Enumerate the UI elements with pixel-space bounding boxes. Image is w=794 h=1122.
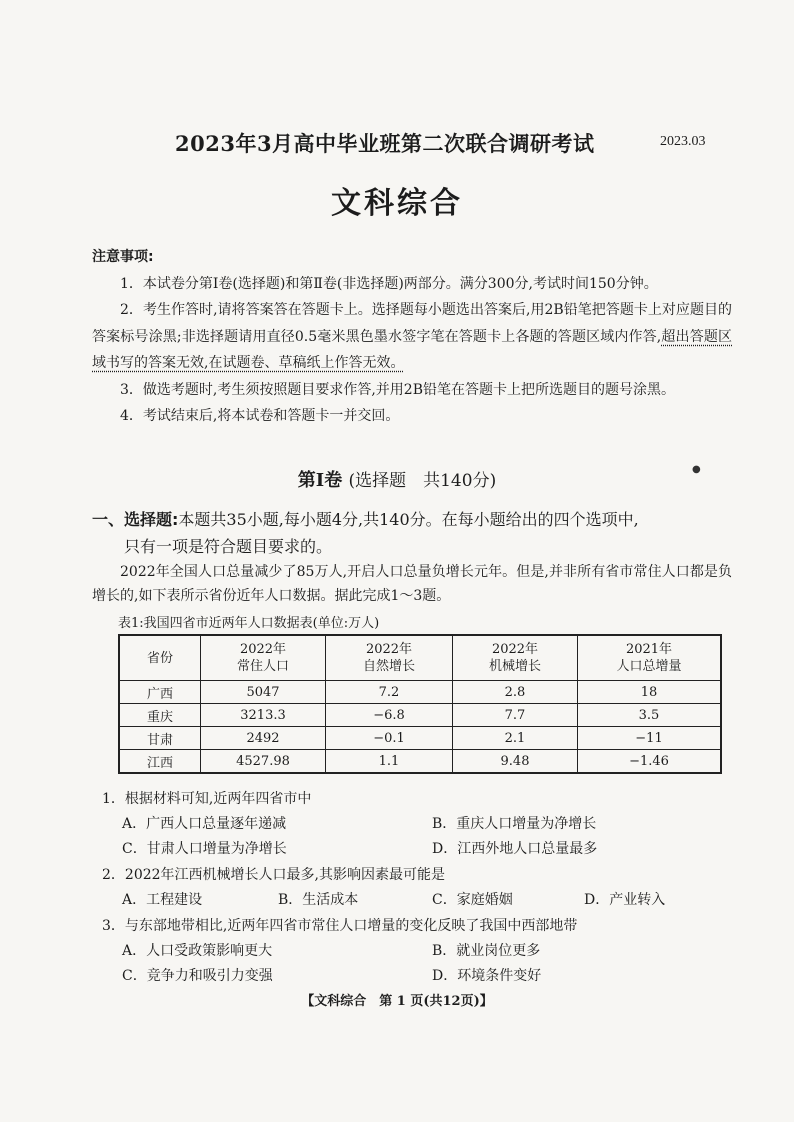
table-cell: −11 xyxy=(578,727,722,750)
table-cell: −0.1 xyxy=(326,727,453,750)
option: C．甘肃人口增量为净增长 xyxy=(122,841,287,857)
option: C．家庭婚姻 xyxy=(432,892,513,908)
instruction xyxy=(92,506,732,560)
exam-title: 2023年3月高中毕业班第二次联合调研考试 xyxy=(175,131,595,156)
option: A．人口受政策影响更大 xyxy=(122,943,273,959)
table-row xyxy=(119,750,721,774)
table-cell: 3.5 xyxy=(578,704,722,727)
table-row xyxy=(119,704,721,727)
section-subtitle: (选择题 共140分) xyxy=(348,471,497,491)
question-stem: 3．与东部地带相比,近两年四省市常住人口增量的变化反映了我国中西部地带 xyxy=(102,918,578,934)
table-cell: −1.46 xyxy=(578,750,722,774)
table-header-row xyxy=(119,635,721,681)
table-cell: 江西 xyxy=(119,750,201,774)
instruction-line xyxy=(92,506,732,533)
instruction-label: 一、选择题: xyxy=(92,510,179,529)
option-row xyxy=(102,888,742,913)
note-item: 3．做选考题时,考生须按照题目要求作答,并用2B铅笔在答题卡上把所选题目的题号涂黑。 xyxy=(120,381,676,398)
header-cell: 2022年 机械增长 xyxy=(453,635,578,681)
table-caption: 表1:我国四省市近两年人口数据表(单位:万人) xyxy=(118,616,380,631)
option-row xyxy=(102,812,742,837)
table-cell: 18 xyxy=(578,681,722,704)
note-item-text: 2．考生作答时,请将答案答在答题卡上。选择题每小题选出答案后,用2B铅笔把答题卡上对应题目的答案标号涂黑;非选择题请用直径0.5毫米黑色墨水签字笔在答题卡上各题的答题区域内作答, xyxy=(92,302,732,345)
table-row xyxy=(119,727,721,750)
option: D．产业转入 xyxy=(584,892,666,908)
option-row xyxy=(102,939,742,964)
section-name: 第Ⅰ卷 xyxy=(297,470,343,491)
question-stem: 1．根据材料可知,近两年四省市中 xyxy=(102,791,312,807)
table-cell: 重庆 xyxy=(119,704,201,727)
questions xyxy=(102,786,742,989)
exam-date: 2023.03 xyxy=(660,134,706,149)
table-cell: 甘肃 xyxy=(119,727,201,750)
table-cell: 2.1 xyxy=(453,727,578,750)
table-cell: 7.2 xyxy=(326,681,453,704)
notes-heading: 注意事项: xyxy=(92,249,154,265)
notes-section xyxy=(92,244,732,430)
table-row xyxy=(119,681,721,704)
section-title xyxy=(0,466,794,492)
option: B．生活成本 xyxy=(278,892,359,908)
option: C．竞争力和吸引力变强 xyxy=(122,968,273,984)
option-row xyxy=(102,964,742,989)
page-footer: 【文科综合 第 1 页(共12页)】 xyxy=(301,994,493,1009)
option: B．就业岗位更多 xyxy=(432,943,541,959)
note-item xyxy=(92,297,732,377)
instruction-text-2: 只有一项是符合题目要求的。 xyxy=(124,537,333,556)
note-item: 4．考试结束后,将本试卷和答题卡一并交回。 xyxy=(120,408,400,424)
table-cell: 5047 xyxy=(201,681,326,704)
table-cell: 2.8 xyxy=(453,681,578,704)
table-cell: 1.1 xyxy=(326,750,453,774)
header-cell: 2022年 自然增长 xyxy=(326,635,453,681)
note-emphasis: 超出答题区域书写的答案无效,在试题卷、草稿纸上作答无效。 xyxy=(92,328,732,371)
table-cell: 广西 xyxy=(119,681,201,704)
instruction-text: 本题共35小题,每小题4分,共140分。在每小题给出的四个选项中, xyxy=(178,510,639,529)
table-cell: 3213.3 xyxy=(201,704,326,727)
material-text: 2022年全国人口总量减少了85万人,开启人口总量负增长元年。但是,并非所有省市常住人口都是负增长的,如下表所示省份近年人口数据。据此完成1～3题。 xyxy=(92,564,732,604)
header-cell: 2021年 人口总增量 xyxy=(578,635,722,681)
question-stem: 2．2022年江西机械增长人口最多,其影响因素最可能是 xyxy=(102,867,445,883)
option: D．环境条件变好 xyxy=(432,968,542,984)
table-cell: 2492 xyxy=(201,727,326,750)
note-item: 1．本试卷分第Ⅰ卷(选择题)和第Ⅱ卷(非选择题)两部分。满分300分,考试时间150分钟。 xyxy=(120,275,658,292)
table-cell: 4527.98 xyxy=(201,750,326,774)
table-cell: 7.7 xyxy=(453,704,578,727)
subject-title: 文科综合 xyxy=(331,186,463,221)
table-cell: −6.8 xyxy=(326,704,453,727)
header-cell: 省份 xyxy=(119,635,201,681)
option: B．重庆人口增量为净增长 xyxy=(432,816,597,832)
header-cell: 2022年 常住人口 xyxy=(201,635,326,681)
stray-mark: ● xyxy=(692,464,701,475)
option: A．广西人口总量逐年递减 xyxy=(122,816,287,832)
option: A．工程建设 xyxy=(122,892,203,908)
population-table xyxy=(118,634,722,774)
table-cell: 9.48 xyxy=(453,750,578,774)
option-row xyxy=(102,837,742,862)
option: D．江西外地人口总量最多 xyxy=(432,841,598,857)
